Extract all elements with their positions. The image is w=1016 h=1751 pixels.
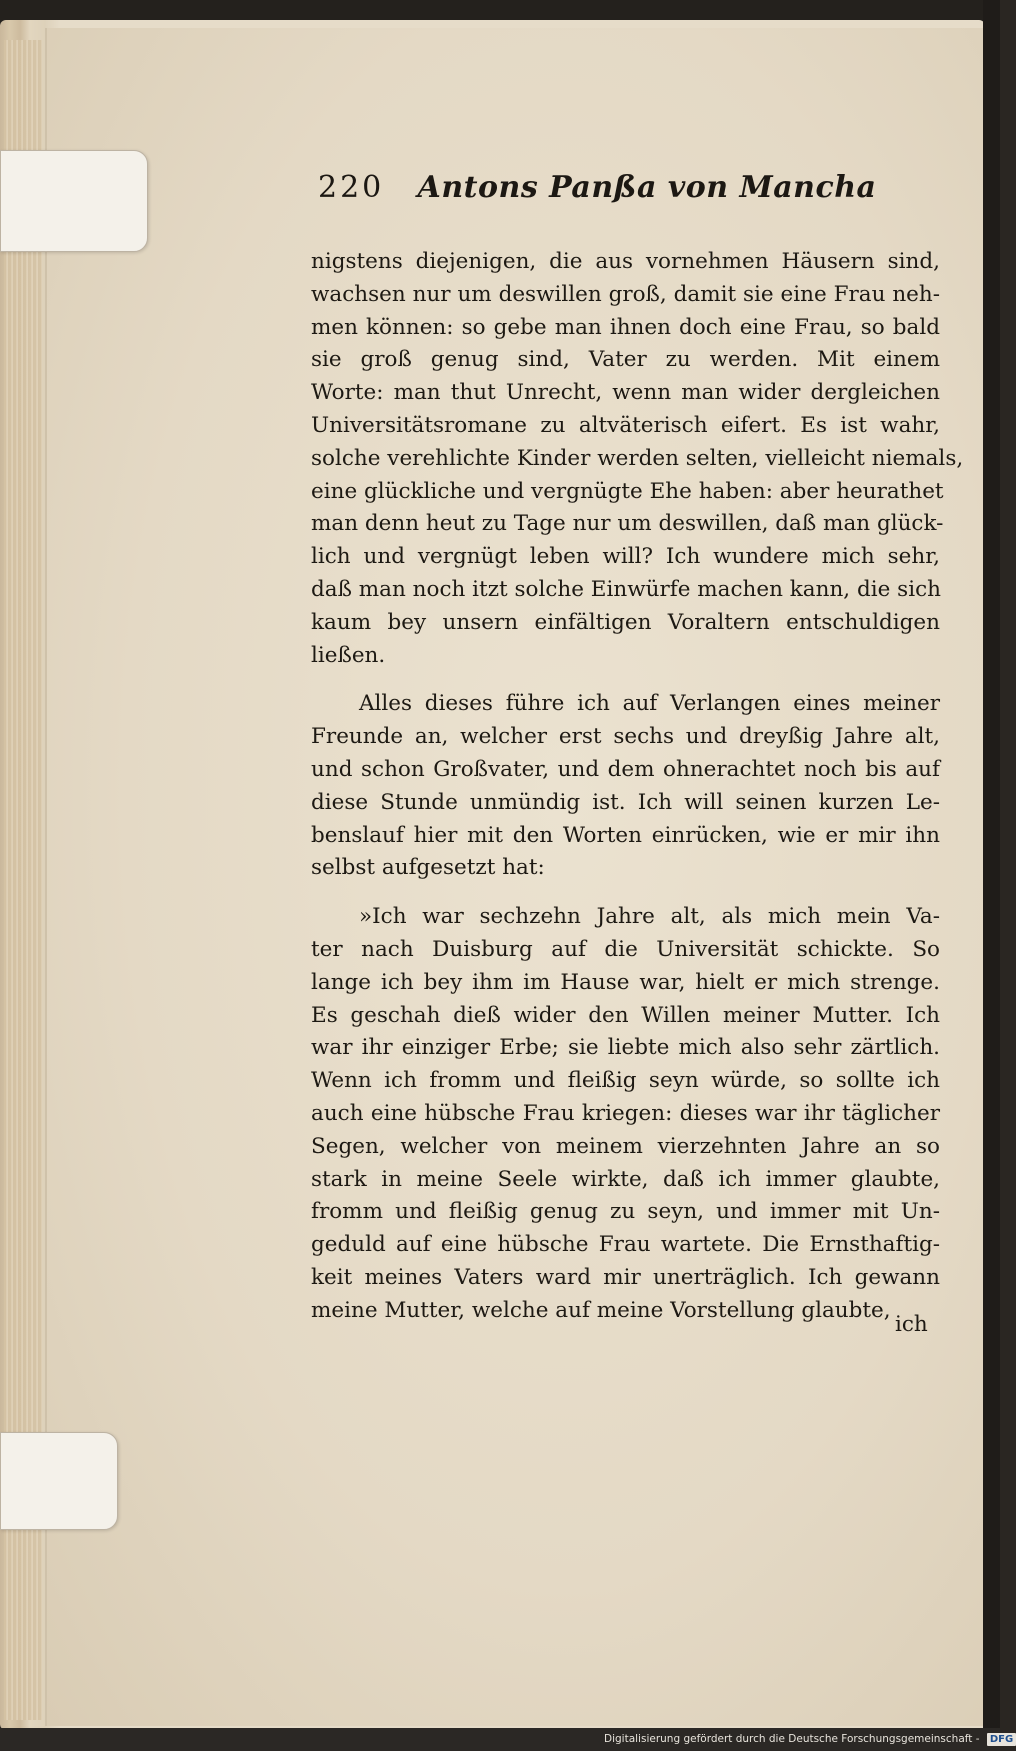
text-line: meine Mutter, welche auf meine Vorstellung glaubte, bbox=[311, 1297, 891, 1323]
text-line: stark in meine Seele wirkte, daß ich immer glaubte, bbox=[311, 1166, 940, 1192]
text-line: Freunde an, welcher erst sechs und dreyßig Jahre alt, bbox=[311, 724, 940, 750]
text-line: und schon Großvater, und dem ohnerachtet noch bis auf bbox=[311, 756, 940, 782]
text-line: ließen. bbox=[311, 642, 386, 668]
text-line: kaum bey unsern einfältigen Voraltern entschuldigen bbox=[311, 609, 940, 635]
paragraph-gap bbox=[311, 885, 940, 901]
text-line: nigstens diejenigen, die aus vornehmen Häusern sind, bbox=[311, 249, 940, 274]
paragraph bbox=[311, 246, 964, 672]
text-line: Es geschah dieß wider den Willen meiner Mutter. Ich bbox=[311, 1002, 940, 1028]
page-number: 220 bbox=[318, 170, 385, 205]
text-line: fromm und fleißig genug zu seyn, und immer mit Un- bbox=[311, 1199, 940, 1225]
page-header bbox=[318, 170, 877, 205]
paragraph-gap bbox=[311, 672, 940, 688]
text-line: ter nach Duisburg auf die Universität schickte. So bbox=[311, 936, 940, 962]
scanner-right-edge bbox=[983, 0, 1000, 1751]
text-line: daß man noch itzt solche Einwürfe machen kann, die sich bbox=[311, 576, 941, 602]
text-line: Alles dieses führe ich auf Verlangen eines meiner bbox=[359, 691, 940, 717]
text-line: wachsen nur um deswillen groß, damit sie eine Frau neh- bbox=[311, 281, 940, 307]
paper-bookmark-tab-bottom bbox=[0, 1432, 118, 1530]
text-line: keit meines Vaters ward mir unerträglich. Ich gewann bbox=[311, 1264, 940, 1290]
text-line: diese Stunde unmündig ist. Ich will seinen kurzen Le- bbox=[311, 789, 940, 815]
text-line: selbst aufgesetzt hat: bbox=[311, 855, 545, 881]
text-line: Universitätsromane zu altväterisch eifert. Es ist wahr, bbox=[311, 412, 940, 438]
digitization-credit bbox=[604, 1733, 1016, 1746]
text-line: lich und vergnügt leben will? Ich wundere mich sehr, bbox=[311, 544, 940, 570]
paper-bookmark-tab-top bbox=[0, 150, 148, 252]
text-line: Segen, welcher von meinem vierzehnten Jahre an so bbox=[311, 1133, 940, 1159]
text-line: eine glückliche und vergnügte Ehe haben: aber heurathet bbox=[311, 478, 944, 504]
text-line: geduld auf eine hübsche Frau wartete. Die Ernsthaftig- bbox=[311, 1232, 940, 1258]
running-title: Antons Panßa von Mancha bbox=[417, 170, 877, 205]
paragraph bbox=[311, 901, 940, 1327]
text-line: solche verehlichte Kinder werden selten, vielleicht niemals, bbox=[311, 445, 964, 471]
paragraph bbox=[311, 688, 940, 885]
text-line: lange ich bey ihm im Hause war, hielt er mich strenge. bbox=[311, 969, 940, 995]
text-line: men können: so gebe man ihnen doch eine Frau, so bald bbox=[311, 314, 940, 340]
catchword: ich bbox=[895, 1312, 928, 1337]
text-line: Wenn ich fromm und fleißig seyn würde, so sollte ich bbox=[311, 1068, 940, 1094]
text-line: Worte: man thut Unrecht, wenn man wider dergleichen bbox=[311, 380, 940, 406]
text-line: benslauf hier mit den Worten einrücken, wie er mir ihn bbox=[311, 822, 940, 848]
dfg-logo: DFG bbox=[987, 1733, 1016, 1746]
credit-text: Digitalisierung gefördert durch die Deutsche Forschungsgemeinschaft - bbox=[604, 1733, 980, 1745]
text-line: auch eine hübsche Frau kriegen: dieses war ihr täglicher bbox=[311, 1100, 940, 1126]
text-line: man denn heut zu Tage nur um deswillen, daß man glück- bbox=[311, 511, 944, 537]
text-line: war ihr einziger Erbe; sie liebte mich also sehr zärtlich. bbox=[311, 1035, 940, 1061]
text-line: »Ich war sechzehn Jahre alt, als mich mein Va- bbox=[359, 904, 940, 930]
text-line: sie groß genug sind, Vater zu werden. Mit einem bbox=[311, 347, 940, 373]
body-text bbox=[311, 246, 964, 1328]
